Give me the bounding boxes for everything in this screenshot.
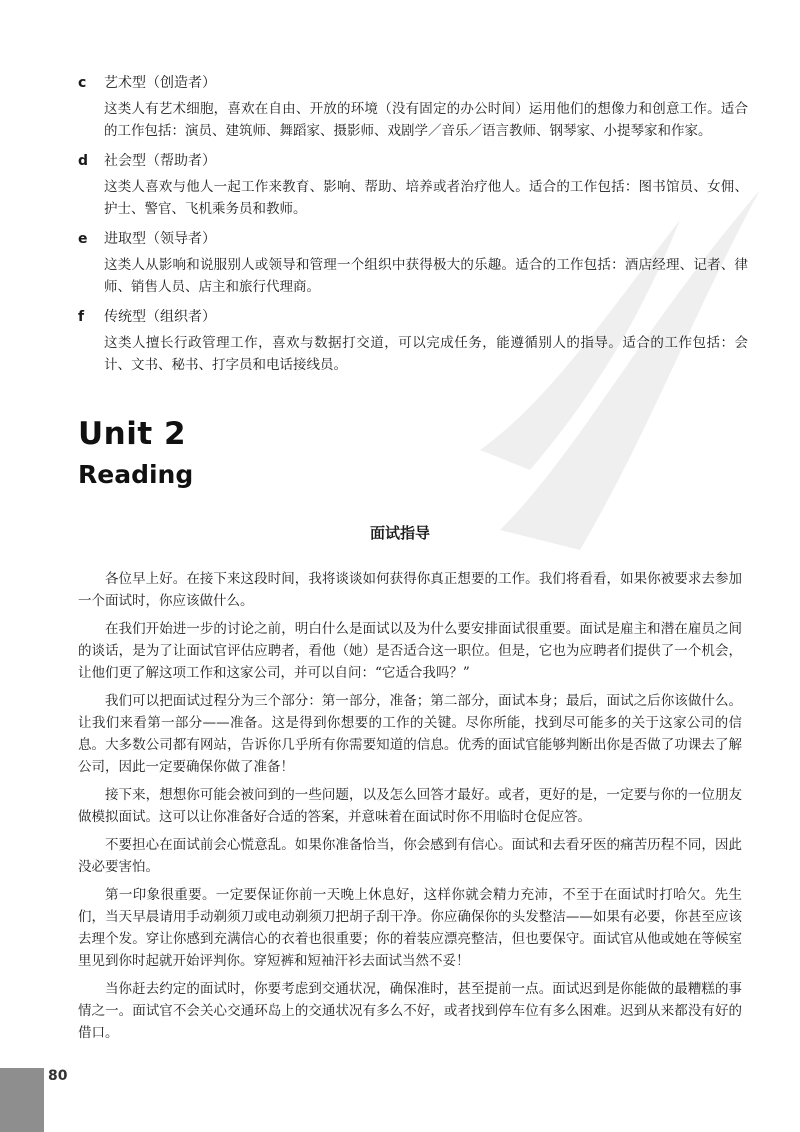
type-item-enterprising	[78, 228, 748, 298]
personality-type-list	[78, 72, 748, 384]
article-paragraph: 不要担心在面试前会心慌意乱。如果你准备恰当，你会感到有信心。面试和去看牙医的痛苦历程不同，因此没必要害怕。	[78, 837, 742, 875]
article-paragraph: 各位早上好。在接下来这段时间，我将谈谈如何获得你真正想要的工作。我们将看看，如果你被要求去参加一个面试时，你应该做什么。	[78, 571, 742, 609]
type-description: 这类人擅长行政管理工作，喜欢与数据打交道，可以完成任务，能遵循别人的指导。适合的工作包括：会计、文书、秘书、打字员和电话接线员。	[104, 335, 748, 373]
type-title: 进取型（领导者）	[104, 231, 216, 247]
unit-title: Unit 2	[78, 416, 187, 452]
type-letter: c	[78, 75, 87, 91]
article-body	[78, 568, 742, 1050]
type-letter: f	[78, 309, 85, 325]
type-description: 这类人喜欢与他人一起工作来教育、影响、帮助、培养或者治疗他人。适合的工作包括：图书馆员、女佣、护士、警官、飞机乘务员和教师。	[104, 179, 748, 217]
type-description: 这类人有艺术细胞，喜欢在自由、开放的环境（没有固定的办公时间）运用他们的想像力和创意工作。适合的工作包括：演员、建筑师、舞蹈家、摄影师、戏剧学／音乐／语言教师、钢琴家、小提琴家和作家。	[104, 101, 748, 139]
type-title: 社会型（帮助者）	[104, 153, 216, 169]
type-item-artistic	[78, 72, 748, 142]
page-number: 80	[48, 1068, 68, 1084]
type-item-conventional	[78, 306, 748, 376]
section-title: Reading	[78, 460, 194, 489]
article-paragraph: 我们可以把面试过程分为三个部分：第一部分，准备；第二部分，面试本身；最后，面试之后你该做什么。让我们来看第一部分——准备。这是得到你想要的工作的关键。尽你所能，找到尽可能多的关于这家公司的信息。大多数公司都有网站，告诉你几乎所有你需要知道的信息。优秀的面试官能够判断出你是否做了功课去了解公司，因此一定要确保你做了准备！	[78, 693, 742, 775]
type-item-social	[78, 150, 748, 220]
article-title: 面试指导	[369, 524, 430, 542]
type-letter: e	[78, 231, 88, 247]
article-paragraph: 第一印象很重要。一定要保证你前一天晚上休息好，这样你就会精力充沛，不至于在面试时打哈欠。先生们，当天早晨请用手动剃须刀或电动剃须刀把胡子刮干净。你应确保你的头发整洁——如果有必要，你甚至应该去理个发。穿让你感到充满信心的衣着也很重要；你的着装应漂亮整洁，但也要保守。面试官从他或她在等候室里见到你时起就开始评判你。穿短裤和短袖汗衫去面试当然不妥！	[78, 887, 742, 969]
type-letter: d	[78, 153, 89, 169]
type-title: 传统型（组织者）	[104, 309, 216, 325]
footer-tab-bar	[0, 1068, 44, 1132]
article-paragraph: 当你赶去约定的面试时，你要考虑到交通状况，确保准时，甚至提前一点。面试迟到是你能做的最糟糕的事情之一。面试官不会关心交通环岛上的交通状况有多么不好，或者找到停车位有多么困难。迟到从来都没有好的借口。	[78, 981, 742, 1041]
type-title: 艺术型（创造者）	[104, 75, 216, 91]
article-paragraph: 在我们开始进一步的讨论之前，明白什么是面试以及为什么要安排面试很重要。面试是雇主和潜在雇员之间的谈话，是为了让面试官评估应聘者，看他（她）是否适合这一职位。但是，它也为应聘者们提供了一个机会，让他们更了解这项工作和这家公司，并可以自问：“它适合我吗？”	[78, 621, 742, 681]
type-description: 这类人从影响和说服别人或领导和管理一个组织中获得极大的乐趣。适合的工作包括：酒店经理、记者、律师、销售人员、店主和旅行代理商。	[104, 257, 748, 295]
article-paragraph: 接下来，想想你可能会被问到的一些问题，以及怎么回答才最好。或者，更好的是，一定要与你的一位朋友做模拟面试。这可以让你准备好合适的答案，并意味着在面试时你不用临时仓促应答。	[78, 787, 742, 825]
